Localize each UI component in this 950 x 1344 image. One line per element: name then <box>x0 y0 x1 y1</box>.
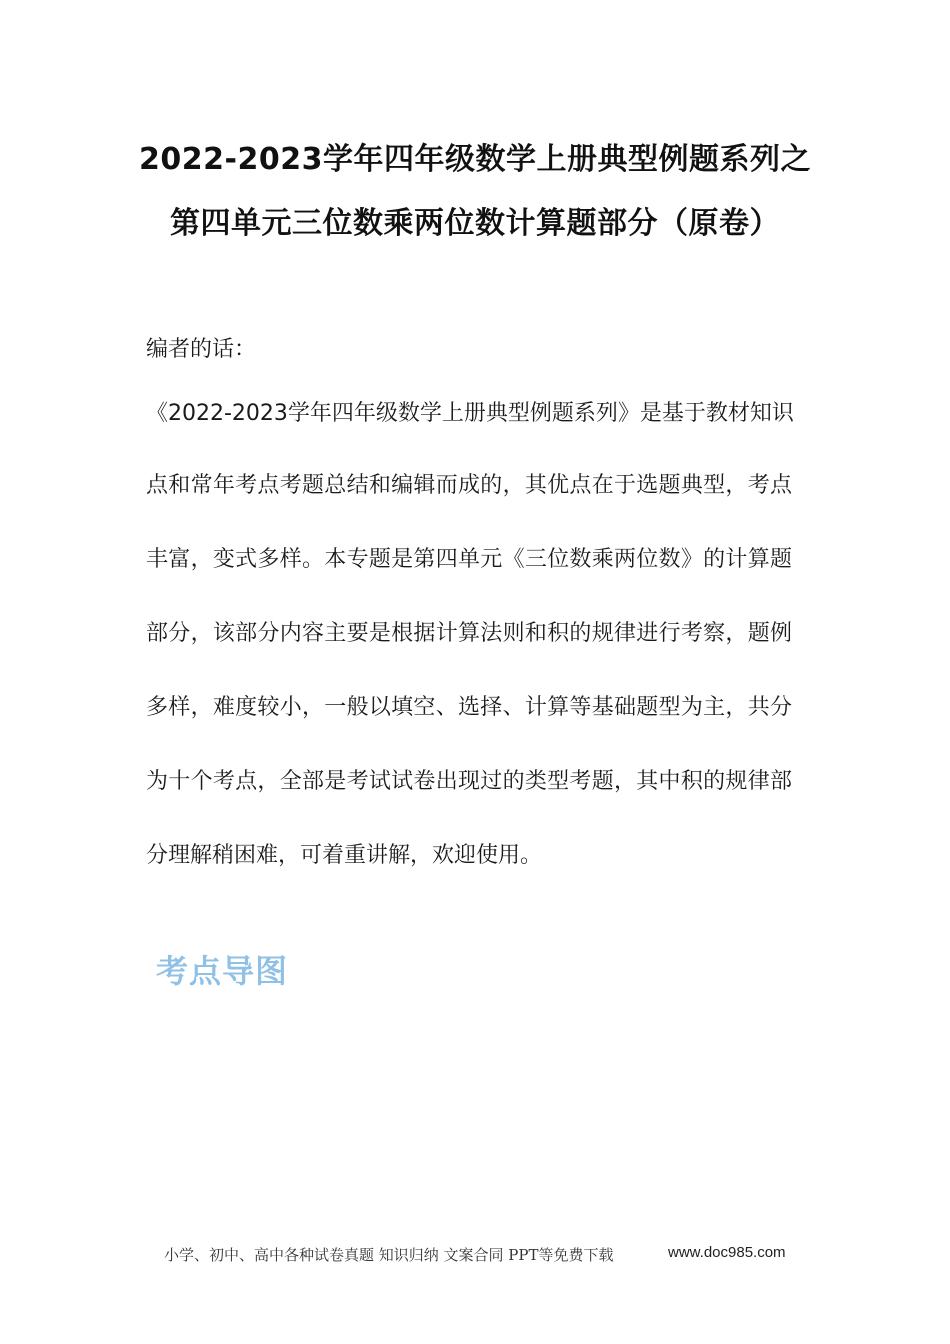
body-line: 分理解稍困难，可着重讲解，欢迎使用。 <box>146 843 543 868</box>
section-heading-mind-map: 考点导图 <box>156 952 289 990</box>
body-line: 多样，难度较小，一般以填空、选择、计算等基础题型为主，共分 <box>146 695 792 720</box>
footer-text: 小学、初中、高中各种试卷真题 知识归纳 文案合同 PPT等免费下载 <box>164 1246 614 1264</box>
body-line: 部分，该部分内容主要是根据计算法则和积的规律进行考察，题例 <box>146 621 792 646</box>
document-title-line-2: 第四单元三位数乘两位数计算题部分（原卷） <box>170 206 780 241</box>
body-line: 丰富，变式多样。本专题是第四单元《三位数乘两位数》的计算题 <box>146 547 792 572</box>
body-line: 点和常年考点考题总结和编辑而成的，其优点在于选题典型，考点 <box>146 473 792 498</box>
body-line: 为十个考点，全部是考试试卷出现过的类型考题，其中积的规律部 <box>146 769 792 794</box>
document-title-line-1: 2022-2023学年四年级数学上册典型例题系列之 <box>139 142 811 177</box>
editor-note-label: 编者的话： <box>146 337 257 362</box>
footer-url-link[interactable]: www.doc985.com <box>668 1244 786 1261</box>
page-footer <box>0 1244 950 1268</box>
body-line: 《2022-2023学年四年级数学上册典型例题系列》是基于教材知识 <box>146 401 794 426</box>
